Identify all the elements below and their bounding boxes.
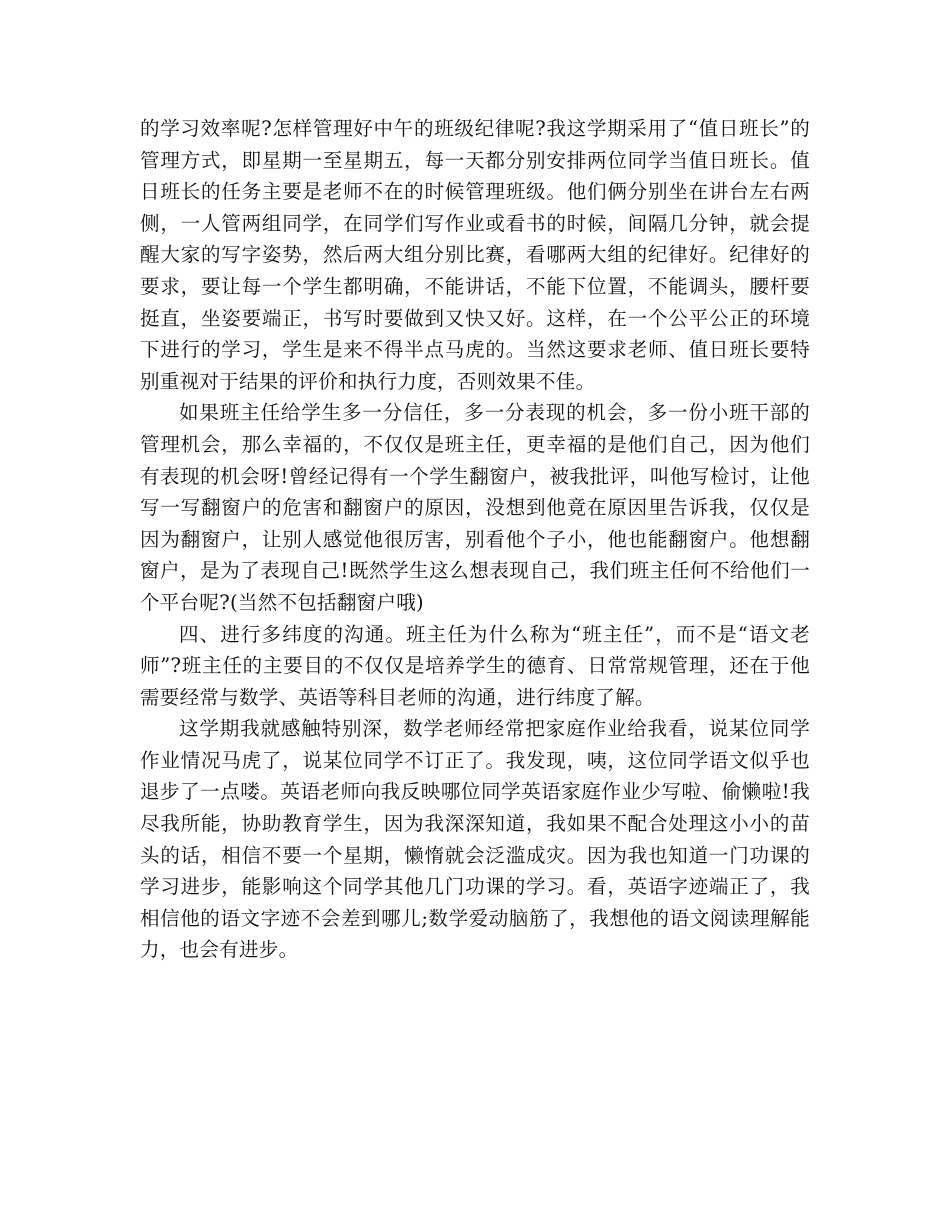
paragraph-2: 如果班主任给学生多一分信任，多一分表现的机会，多一份小班干部的管理机会，那么幸福的，不仅仅是班主任，更幸福的是他们自己，因为他们有表现的机会呀!曾经记得有一个学生翻窗户，被我批评，叫他写检讨，让他写一写翻窗户的危害和翻窗户的原因，没想到他竟在原因里告诉我，仅仅是因为翻窗户，让别人感觉他很厉害，别看他个子小，他也能翻窗户。他想翻窗户，是为了表现自己!既然学生这么想表现自己，我们班主任何不给他们一个平台呢?(当然不包括翻窗户哦) [140, 401, 810, 614]
paragraph-3: 四、进行多纬度的沟通。班主任为什么称为“班主任”，而不是“语文老师”?班主任的主要目的不仅仅是培养学生的德育、日常常规管理，还在于他需要经常与数学、英语等科目老师的沟通，进行纬度了解。 [140, 622, 810, 709]
document-body [140, 113, 810, 966]
paragraph-1: 的学习效率呢?怎样管理好中午的班级纪律呢?我这学期采用了“值日班长”的管理方式，即星期一至星期五，每一天都分别安排两位同学当值日班长。值日班长的任务主要是老师不在的时候管理班级。他们俩分别坐在讲台左右两侧，一人管两组同学，在同学们写作业或看书的时候，间隔几分钟，就会提醒大家的写字姿势，然后两大组分别比赛，看哪两大组的纪律好。纪律好的要求，要让每一个学生都明确，不能讲话，不能下位置，不能调头，腰杆要挺直，坐姿要端正，书写时要做到又快又好。这样，在一个公平公正的环境下进行的学习，学生是来不得半点马虎的。当然这要求老师、值日班长要特别重视对于结果的评价和执行力度，否则效果不佳。 [140, 117, 810, 393]
paragraph-4: 这学期我就感触特别深，数学老师经常把家庭作业给我看，说某位同学作业情况马虎了，说某位同学不订正了。我发现，咦，这位同学语文似乎也退步了一点喽。英语老师向我反映哪位同学英语家庭作业少写啦、偷懒啦!我尽我所能，协助教育学生，因为我深深知道，我如果不配合处理这小小的苗头的话，相信不要一个星期，懒惰就会泛滥成灾。因为我也知道一门功课的学习进步，能影响这个同学其他几门功课的学习。看，英语字迹端正了，我相信他的语文字迹不会差到哪儿;数学爱动脑筋了，我想他的语文阅读理解能力，也会有进步。 [140, 717, 810, 962]
